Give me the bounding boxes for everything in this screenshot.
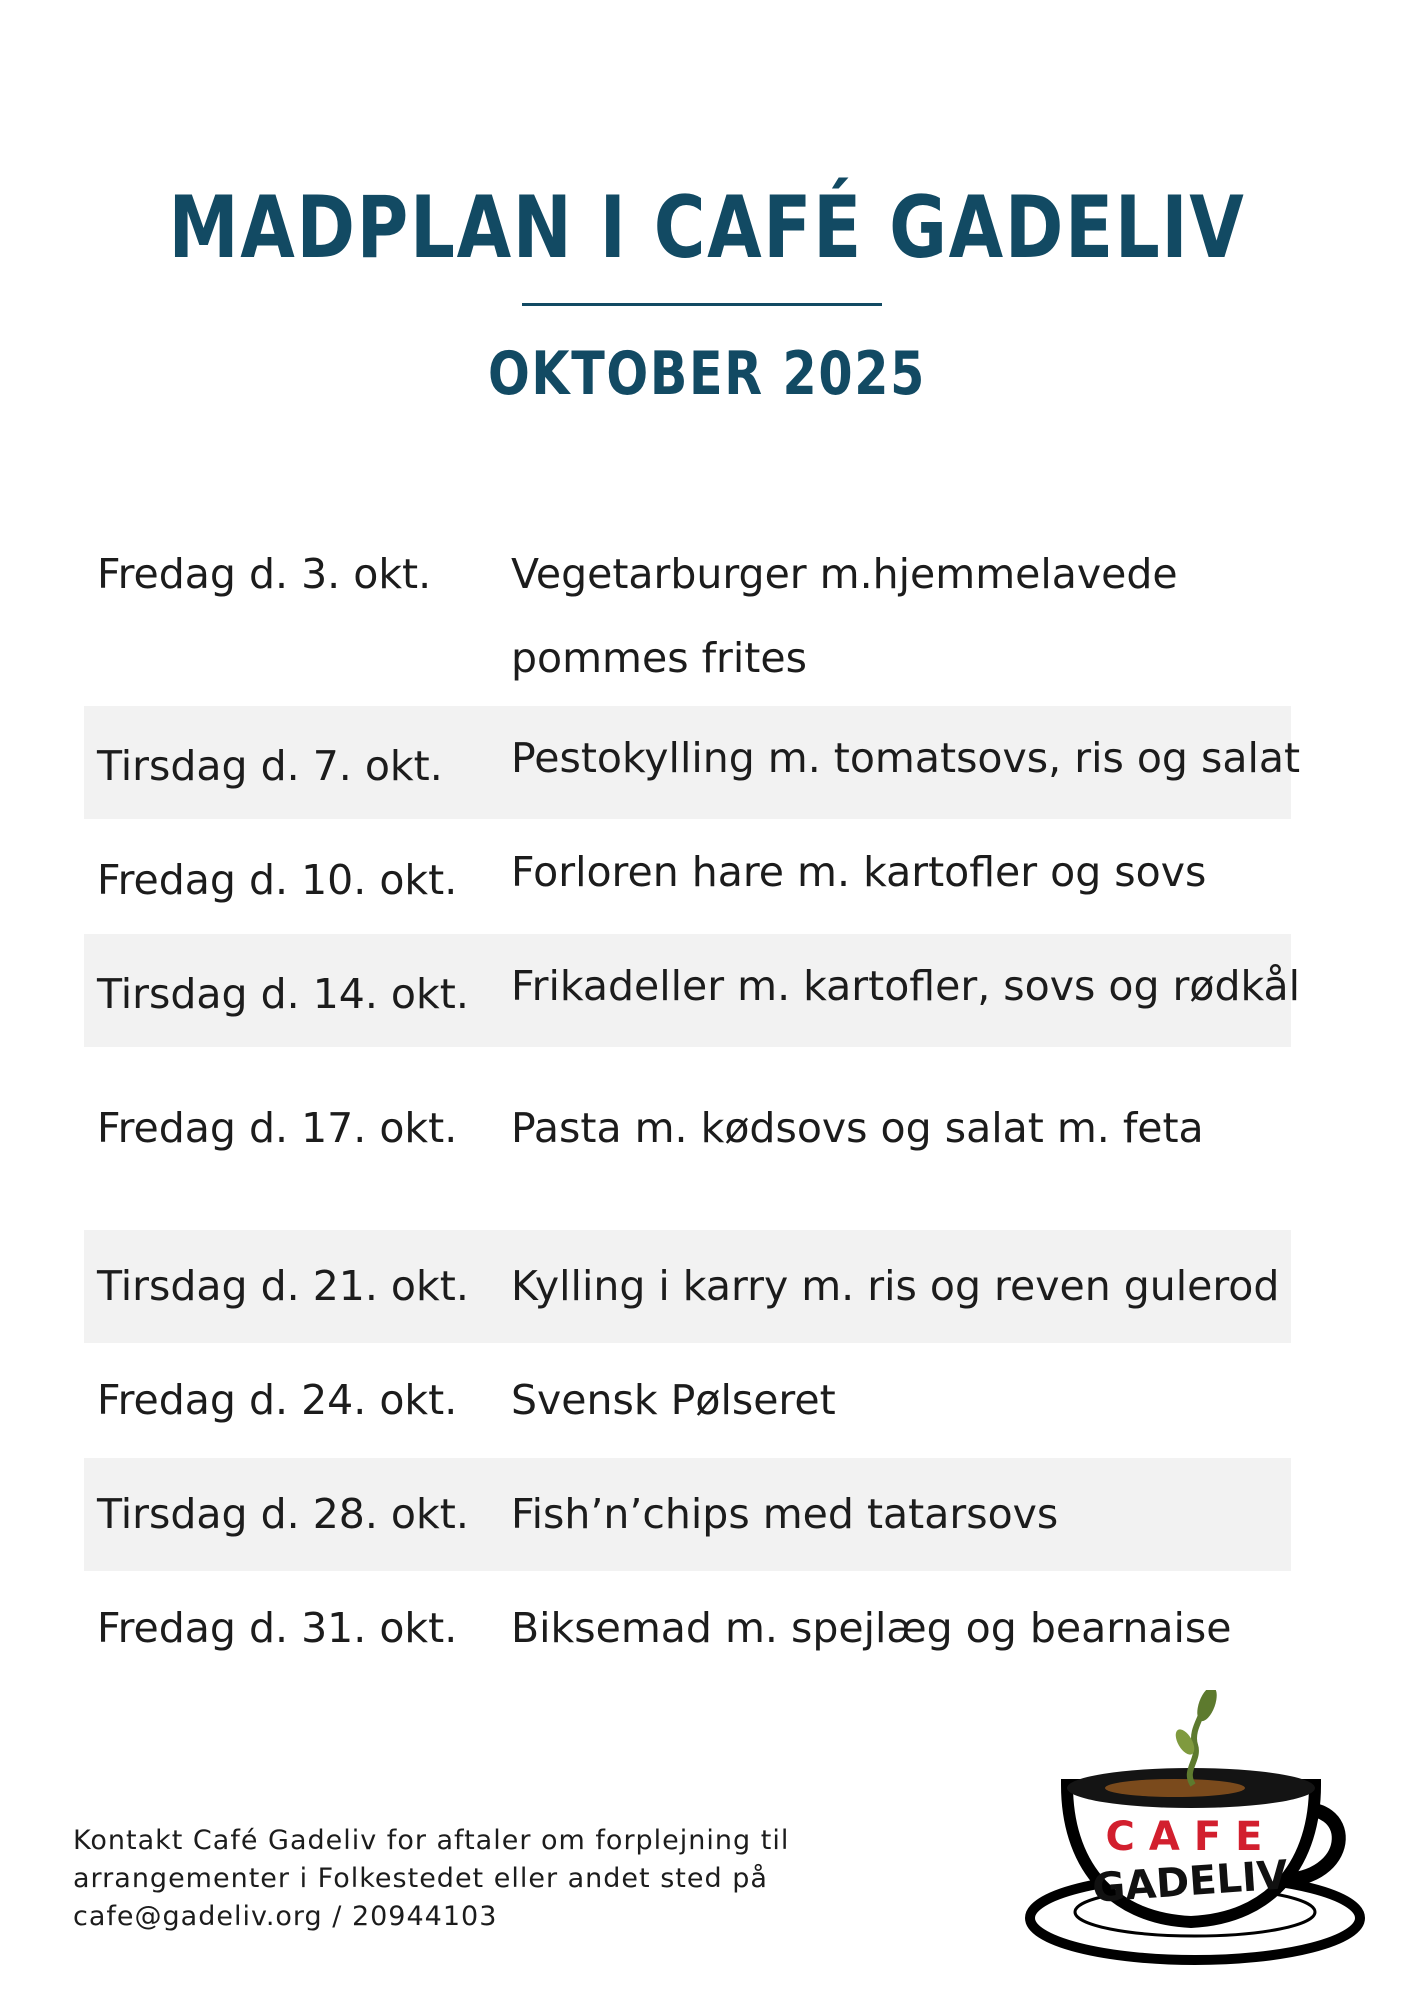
logo-word-cafe: CAFE: [1105, 1814, 1277, 1860]
menu-dish: Kylling i karry m. ris og reven gulerod: [511, 1262, 1280, 1310]
menu-row: [84, 706, 1301, 819]
menu-day: Fredag d. 3. okt.: [97, 550, 432, 598]
logo-word-gadeliv: GADELIV: [1090, 1852, 1290, 1912]
menu-day: Tirsdag d. 21. okt.: [97, 1262, 469, 1310]
coffee-foam: [1105, 1779, 1245, 1797]
contact-footer: [73, 1822, 793, 1936]
menu-day: Fredag d. 31. okt.: [97, 1604, 458, 1652]
menu-dish: Forloren hare m. kartofler og sovs: [511, 848, 1207, 896]
menu-dish: Vegetarburger m.hjemmelavede pommes frites: [511, 550, 1178, 682]
menu-day: Tirsdag d. 28. okt.: [97, 1490, 469, 1538]
menu-row: [84, 1344, 1291, 1457]
menu-row: [84, 532, 1291, 700]
menu-row: [84, 934, 1301, 1047]
menu-day: Fredag d. 24. okt.: [97, 1376, 458, 1424]
footer-line: Kontakt Café Gadeliv for aftaler om forplejning til: [73, 1825, 790, 1856]
menu-row: [84, 1230, 1291, 1343]
menu-dish: Biksemad m. spejlæg og bearnaise: [511, 1604, 1232, 1652]
menu-row: [84, 820, 1291, 933]
footer-contact: cafe@gadeliv.org / 20944103: [73, 1901, 498, 1932]
menu-dish: Svensk Pølseret: [511, 1376, 836, 1424]
menu-day: Fredag d. 10. okt.: [97, 856, 458, 904]
page-subtitle: OKTOBER 2025: [487, 339, 927, 409]
cafe-gadeliv-logo: [1025, 1690, 1365, 1970]
title-divider: [522, 303, 882, 306]
footer-line: arrangementer i Folkestedet eller andet sted på: [73, 1863, 768, 1894]
menu-row: [84, 1572, 1291, 1685]
menu-day: Tirsdag d. 7. okt.: [97, 742, 443, 790]
page-title: MADPLAN I CAFÉ GADELIV: [168, 178, 1246, 278]
menu-dish: Pestokylling m. tomatsovs, ris og salat: [511, 734, 1301, 782]
menu-row: [84, 1458, 1291, 1571]
menu-day: Tirsdag d. 14. okt.: [97, 970, 469, 1018]
menu-day: Fredag d. 17. okt.: [97, 1104, 458, 1152]
menu-row: [84, 1048, 1291, 1228]
menu-dish: Frikadeller m. kartofler, sovs og rødkål: [511, 962, 1301, 1010]
menu-dish: Fish’n’chips med tatarsovs: [511, 1490, 1059, 1538]
menu-dish: Pasta m. kødsovs og salat m. feta: [511, 1104, 1204, 1152]
